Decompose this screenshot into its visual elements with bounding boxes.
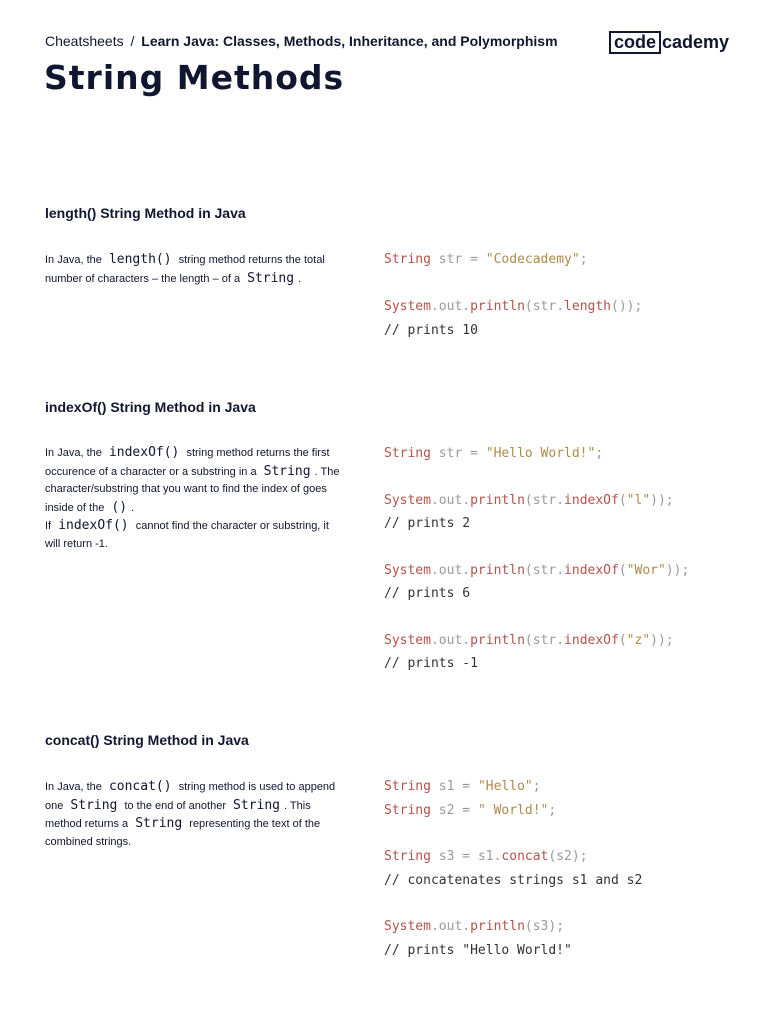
code-line: String str = "Hello World!";: [384, 446, 604, 461]
logo-rest-text: cademy: [662, 32, 730, 52]
section-description-concat: [45, 778, 345, 851]
desc-text: In Java, the: [45, 254, 102, 266]
code-comment: // prints 6: [384, 586, 471, 601]
breadcrumb-current-link[interactable]: Learn Java: Classes, Methods, Inheritance, and Polymorphism: [141, 33, 558, 49]
desc-text: .: [131, 501, 135, 514]
desc-text: string method is used to append one: [45, 781, 336, 812]
section-description-length: [45, 251, 345, 288]
desc-text: cannot find the character or substring, it will return -1.: [45, 520, 329, 550]
code-block-concat: [384, 779, 643, 958]
section-description-indexof: [45, 444, 345, 553]
code-line: System.out.println(str.length());: [384, 299, 643, 314]
inline-code: indexOf(): [58, 518, 129, 533]
desc-text: If: [45, 520, 52, 532]
inline-code: String: [263, 463, 311, 479]
inline-code: String: [70, 797, 118, 813]
desc-text: string method returns the first occurence of a character or a substring in a: [45, 447, 330, 478]
code-line: String s1 = "Hello";: [384, 779, 541, 794]
code-line: String s2 = " World!";: [384, 803, 557, 818]
code-comment: // prints 10: [384, 323, 478, 338]
logo-box-text: code: [609, 31, 661, 54]
code-line: System.out.println(str.indexOf("Wor"));: [384, 563, 690, 578]
page-title: String Methods: [44, 58, 345, 97]
desc-text: In Java, the: [45, 781, 102, 793]
section-heading-length: length() String Method in Java: [45, 205, 246, 221]
desc-text: to the end of another: [124, 799, 226, 812]
desc-text: .: [298, 272, 302, 285]
code-comment: // concatenates strings s1 and s2: [384, 873, 643, 888]
code-line: System.out.println(s3);: [384, 919, 565, 934]
section-heading-concat: concat() String Method in Java: [45, 732, 249, 748]
code-comment: // prints -1: [384, 656, 478, 671]
desc-text: In Java, the: [45, 447, 102, 459]
desc-text: . The character/substring that you want to find the index of goes inside of the: [45, 465, 340, 514]
code-line: System.out.println(str.indexOf("l"));: [384, 493, 674, 508]
inline-code: String: [247, 270, 295, 286]
code-line: System.out.println(str.indexOf("z"));: [384, 633, 674, 648]
desc-text: representing the text of the combined strings.: [45, 818, 321, 848]
code-block-indexof: [384, 446, 690, 671]
inline-code: length(): [108, 252, 172, 267]
section-heading-indexof: indexOf() String Method in Java: [45, 399, 256, 415]
code-comment: // prints "Hello World!": [384, 943, 572, 958]
desc-text: . This method returns a: [45, 799, 311, 830]
desc-text: string method returns the total number of characters – the length – of a: [45, 254, 325, 285]
inline-code: concat(): [108, 779, 172, 794]
code-block-length: [384, 252, 643, 338]
inline-code: String: [233, 797, 281, 813]
inline-code: (): [111, 499, 128, 515]
breadcrumb: [45, 33, 558, 49]
inline-code: String: [135, 816, 183, 831]
breadcrumb-separator: /: [130, 33, 135, 49]
code-line: String str = "Codecademy";: [384, 252, 588, 267]
code-comment: // prints 2: [384, 516, 471, 531]
codecademy-logo[interactable]: [609, 31, 729, 54]
inline-code: indexOf(): [108, 445, 180, 460]
code-line: String s3 = s1.concat(s2);: [384, 849, 588, 864]
breadcrumb-root-link[interactable]: Cheatsheets: [45, 33, 124, 49]
